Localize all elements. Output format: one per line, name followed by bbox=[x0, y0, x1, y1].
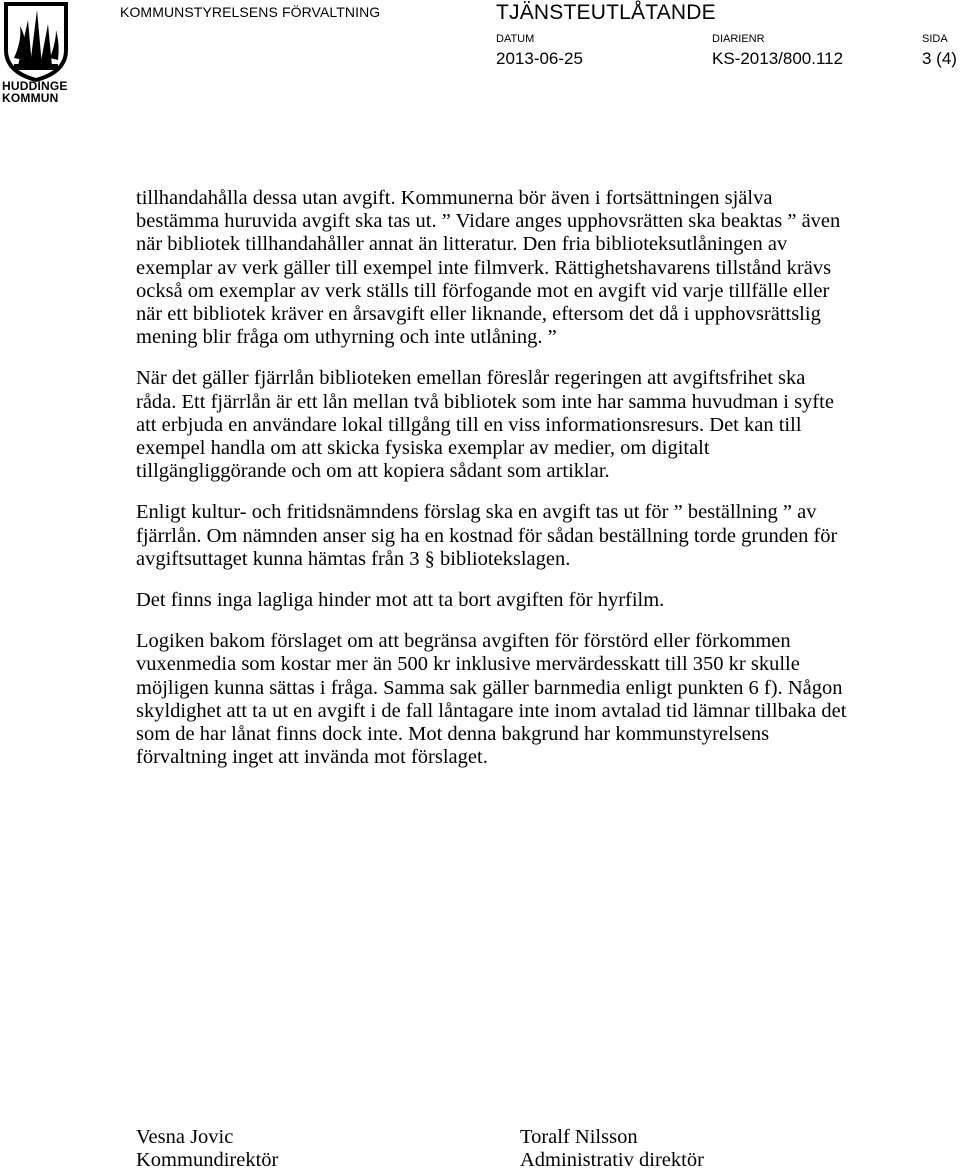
signature-left bbox=[136, 1126, 278, 1172]
logo-wordmark bbox=[2, 80, 68, 104]
paragraph-4: Det finns inga lagliga hinder mot att ta bort avgiften för hyrfilm. bbox=[136, 589, 665, 612]
logo-line-2: KOMMUN bbox=[2, 91, 59, 105]
signatory-name: Toralf Nilsson bbox=[520, 1126, 638, 1148]
date-label: DATUM bbox=[496, 33, 535, 45]
paragraph-2: När det gäller fjärrlån biblioteken emellan föreslår regeringen att avgiftsfrihet ska råda. Ett fjärrlån är ett lån mellan två bibliotek som inte har samma huvudman i syfte att erbjuda en användare lokal tillgång till en viss informationsresurs. Det kan till exempel handla om att skicka fysiska exemplar av medier, om digitalt tillgängliggörande och om att kopiera sådant som artiklar. bbox=[136, 367, 834, 483]
registration-value: KS-2013/800.112 bbox=[712, 49, 844, 68]
signatory-name: Vesna Jovic bbox=[136, 1126, 234, 1148]
date-value: 2013-06-25 bbox=[496, 49, 583, 68]
document-body bbox=[136, 187, 848, 787]
page-label: SIDA bbox=[922, 33, 948, 45]
organization-name: KOMMUNSTYRELSENS FÖRVALTNING bbox=[120, 4, 381, 20]
signatory-title: Administrativ direktör bbox=[520, 1149, 704, 1171]
paragraph-1: tillhandahålla dessa utan avgift. Kommunerna bör även i fortsättningen själva bestämma huruvida avgift ska tas ut. ” Vidare anges upphovsrätten ska beaktas ” även när bibliotek tillhandahåller annat än litteratur. Den fria biblioteksutlåningen av exemplar av verk gäller till exempel inte filmverk. Rättighetshavarens tillstånd krävs också om exemplar av verk ställs till förfogande mot en avgift vid varje tillfälle eller när ett bibliotek kräver en årsavgift eller liknande, eftersom det då i upphovsrättslig mening blir fråga om uthyrning och inte utlåning. ” bbox=[136, 187, 841, 349]
paragraph-3: Enligt kultur- och fritidsnämndens förslag ska en avgift tas ut för ” beställning ” av fjärrlån. Om nämnden anser sig ha en kostnad för sådan beställning torde grunden för avgiftsuttaget kunna hämtas från 3 § bibliotekslagen. bbox=[136, 501, 838, 570]
signatory-title: Kommundirektör bbox=[136, 1149, 279, 1171]
logo-line-1: HUDDINGE bbox=[2, 79, 68, 93]
registration-label: DIARIENR bbox=[712, 33, 765, 45]
paragraph-5: Logiken bakom förslaget om att begränsa avgiften för förstörd eller förkommen vuxenmedia som kostar mer än 500 kr inklusive mervärdesskatt till 350 kr skulle möjligen kunna sättas i fråga. Samma sak gäller barnmedia enligt punkten 6 f). Någon skyldighet att ta ut en avgift i de fall låntagare inte inom avtalad tid lämnar tillbaka det som de har lånat finns dock inte. Mot denna bakgrund har kommunstyrelsens förvaltning inget att invända mot förslaget. bbox=[136, 630, 847, 769]
page-number: 3 (4) bbox=[922, 49, 957, 68]
document-type: TJÄNSTEUTLÅTANDE bbox=[496, 1, 716, 24]
signature-right bbox=[520, 1126, 704, 1172]
